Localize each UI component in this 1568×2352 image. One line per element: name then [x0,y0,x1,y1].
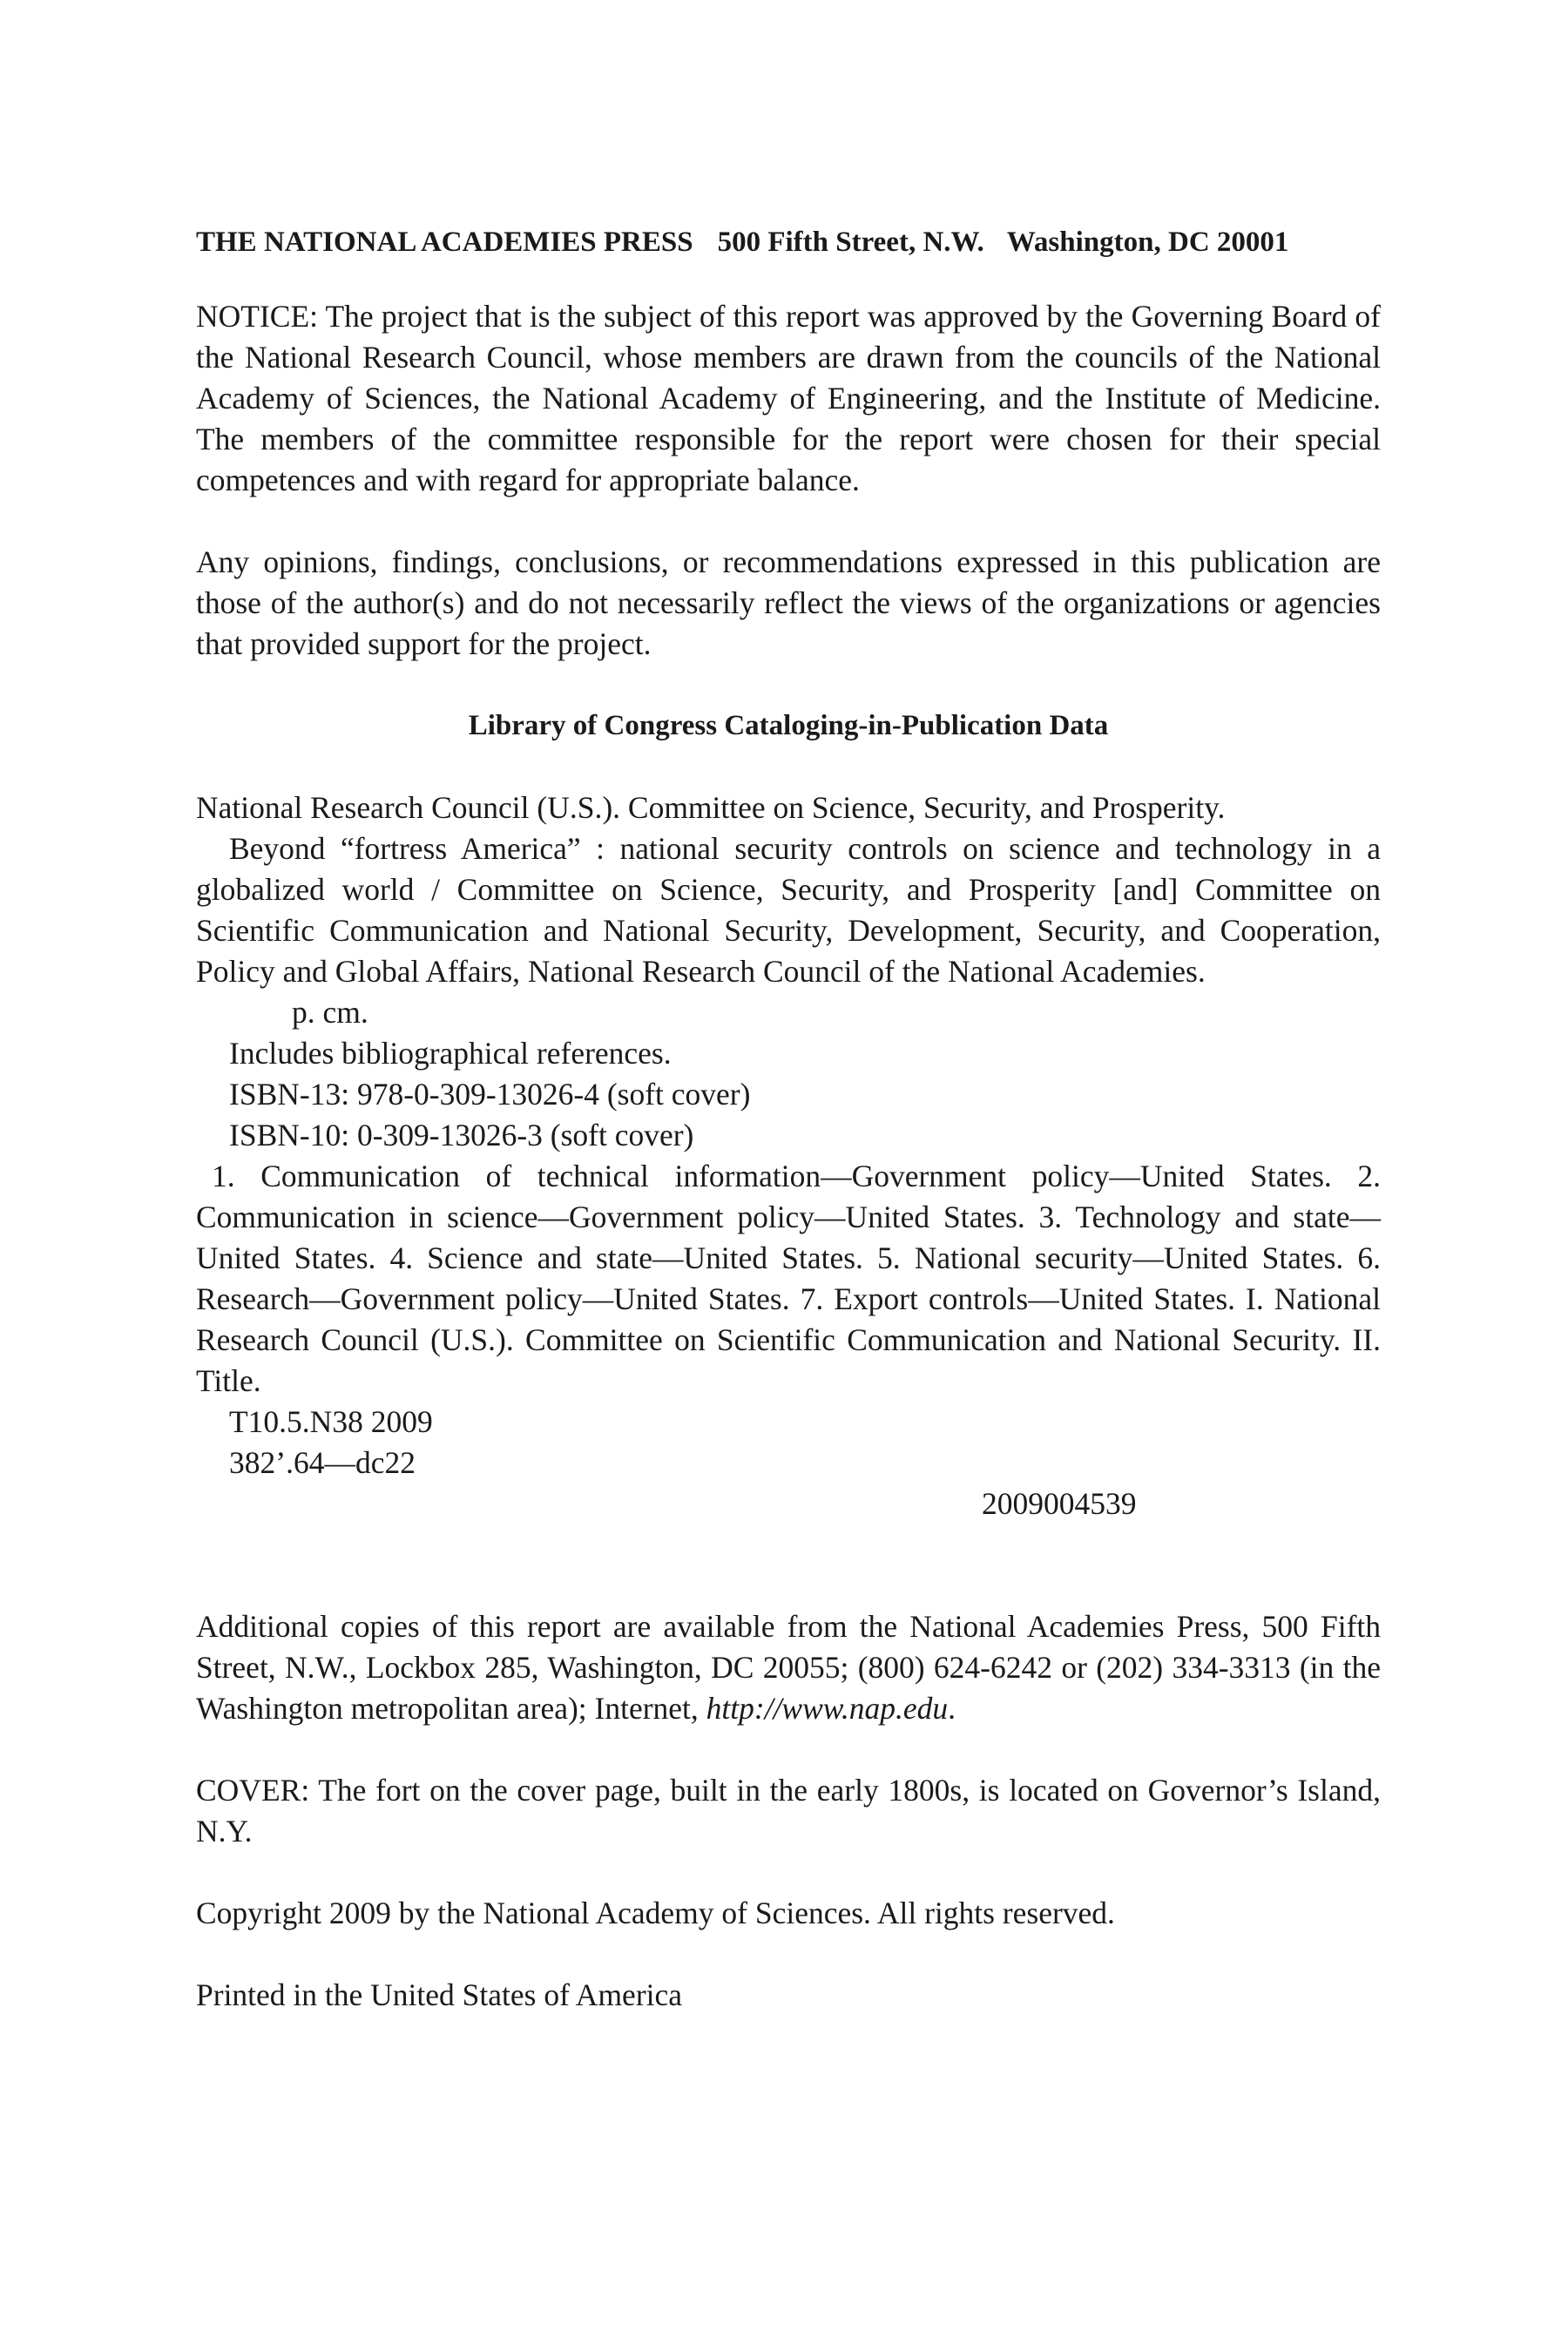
cip-isbn13: ISBN-13: 978-0-309-13026-4 (soft cover) [229,1077,751,1112]
publisher-header [196,222,1381,263]
disclaimer-paragraph: Any opinions, findings, conclusions, or recommendations expressed in this publication are those of the author(s) and do not necessarily reflect the views of the organizations or agencies that provided support for the project. [196,544,1381,661]
availability-end: . [948,1691,956,1726]
cip-physical-description: p. cm. [292,995,368,1030]
publisher-address: 500 Fifth Street, N.W. [717,226,984,258]
cover-note: COVER: The fort on the cover page, built in the early 1800s, is located on Governor’s Island, N.Y. [196,1773,1381,1848]
cip-isbn10: ISBN-10: 0-309-13026-3 (soft cover) [229,1118,694,1152]
publisher-name: THE NATIONAL ACADEMIES PRESS [196,226,693,258]
cip-heading: Library of Congress Cataloging-in-Publication Data [468,710,1109,741]
publisher-city: Washington, DC 20001 [1006,226,1289,258]
cip-lccn: 2009004539 [982,1486,1137,1521]
cip-subjects: 1. Communication of technical information—Government policy—United States. 2. Communication in science—Government policy—United States. 3. Technology and state—United States. 4. Science and state—United States. 5. National security—United States. 6. Research—Government policy—United States. 7. Export controls—United States. I. National Research Council (U.S.). Committee on Scientific Communication and National Security. II. Title. [196,1159,1381,1398]
cip-lc-class: T10.5.N38 2009 [229,1404,433,1439]
printed-line: Printed in the United States of America [196,1977,683,2012]
copyright-line: Copyright 2009 by the National Academy of Sciences. All rights reserved. [196,1896,1115,1930]
cip-title-statement: Beyond “fortress America” : national security controls on science and technology in a globalized world / Committee on Science, Security, and Prosperity [and] Committee on Scientific Communication and National Security, Development, Security, and Cooperation, Policy and Global Affairs, National Research Council of the National Academies. [196,831,1381,989]
cip-bibliography-note: Includes bibliographical references. [229,1036,672,1071]
availability-text: Additional copies of this report are available from the National Academies Press, 500 Fifth Street, N.W., Lockbox 285, Washington, DC 20055; (800) 624-6242 or (202) 334-3313 (in the Washington metropolitan area); Internet, [196,1609,1381,1726]
cip-record [196,787,1381,1524]
nap-url-link[interactable]: http://www.nap.edu [706,1691,949,1726]
cip-main-entry: National Research Council (U.S.). Committee on Science, Security, and Prosperity. [196,790,1226,825]
notice-paragraph: NOTICE: The project that is the subject of this report was approved by the Governing Board of the National Research Council, whose members are drawn from the councils of the National Academy of Sciences, the National Academy of Engineering, and the Institute of Medicine. The members of the committee responsible for the report were chosen for their special competences and with regard for appropriate balance. [196,299,1381,497]
availability-paragraph [196,1606,1381,1729]
copyright-page [196,222,1381,2057]
cip-dewey: 382’.64—dc22 [229,1445,416,1480]
